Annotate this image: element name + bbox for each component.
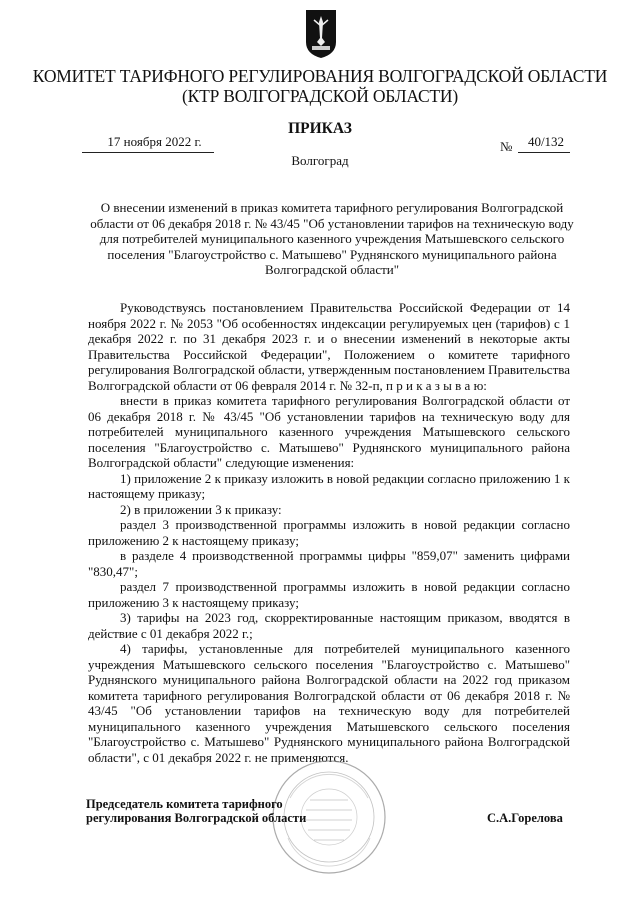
document-type: ПРИКАЗ [288,120,352,137]
signatory-name: С.А.Горелова [487,811,563,825]
document-number: 40/132 [527,134,565,149]
body-paragraph: раздел 3 производственной программы изложить в новой редакции согласно приложению 2 к настоящему приказу; [88,517,570,548]
body-paragraph: внести в приказ комитета тарифного регулирования Волгоградской области от 06 декабря 2018 г. № 43/45 "Об установлении тарифов на техническую воду для потребителей муниципального казенного учреждения Матышевского сельского поселения "Благоустройство с. Матышево" Руднянского муниципального района Волгоградской области" следующие изменения: [88,393,570,470]
organization-name: КОМИТЕТ ТАРИФНОГО РЕГУЛИРОВАНИЯ ВОЛГОГРАДСКОЙ ОБЛАСТИ [32,66,608,86]
emblem-icon [304,8,338,60]
signatory-position: Председатель комитета тарифного [86,797,283,811]
city: Волгоград [291,153,349,168]
document-date: 17 ноября 2022 г. [107,134,202,149]
body-paragraph: 3) тарифы на 2023 год, скорректированные настоящим приказом, вводятся в действие с 01 декабря 2022 г.; [88,610,570,641]
document-body [88,300,570,765]
body-paragraph: 1) приложение 2 к приказу изложить в новой редакции согласно приложению 1 к настоящему приказу; [88,470,570,501]
body-paragraph: 4) тарифы, установленные для потребителей муниципального казенного учреждения Матышевского сельского поселения "Благоустройство с. Матышево" Руднянского муниципального района Волгоградской области на 2022 год приказом комитета тарифного регулирования Волгоградской области от 06 декабря 2018 г. № 43/45 "Об установлении тарифов на техническую воду для потребителей муниципального казенного учреждения Матышевского сельского поселения "Благоустройство с. Матышево" Руднянского муниципального района Волгоградской области", с 01 декабря 2022 г. не применяются. [88,641,570,765]
organization-short-name: (КТР ВОЛГОГРАДСКОЙ ОБЛАСТИ) [182,86,458,106]
body-paragraph: в разделе 4 производственной программы цифры "859,07" заменить цифрами "830,47"; [88,548,570,579]
document-title: О внесении изменений в приказ комитета тарифного регулирования Волгоградской области от 06 декабря 2018 г. № 43/45 "Об установлении тарифов на техническую воду для потребителей муниципального казенного учреждения Матышевского сельского поселения "Благоустройство с. Матышево" Руднянского муниципального района Волгоградской области" [90,200,574,278]
signatory-position-line2: регулирования Волгоградской области [86,811,307,825]
number-label: № [500,139,513,154]
body-paragraph: раздел 7 производственной программы изложить в новой редакции согласно приложению 3 к настоящему приказу; [88,579,570,610]
body-paragraph: 2) в приложении 3 к приказу: [120,501,282,517]
body-paragraph: Руководствуясь постановлением Правительства Российской Федерации от 14 ноября 2022 г. № 2053 "Об особенностях индексации регулируемых цен (тарифов) с 1 декабря 2022 г. по 31 декабря 2023 г. и о внесении изменений в некоторые акты Правительства Российской Федерации", Положением о комитете тарифного регулирования Волгоградской области, утвержденным постановлением Правительства Волгоградской области от 06 февраля 2014 г. № 32-п, п р и к а з ы в а ю: [88,300,570,393]
